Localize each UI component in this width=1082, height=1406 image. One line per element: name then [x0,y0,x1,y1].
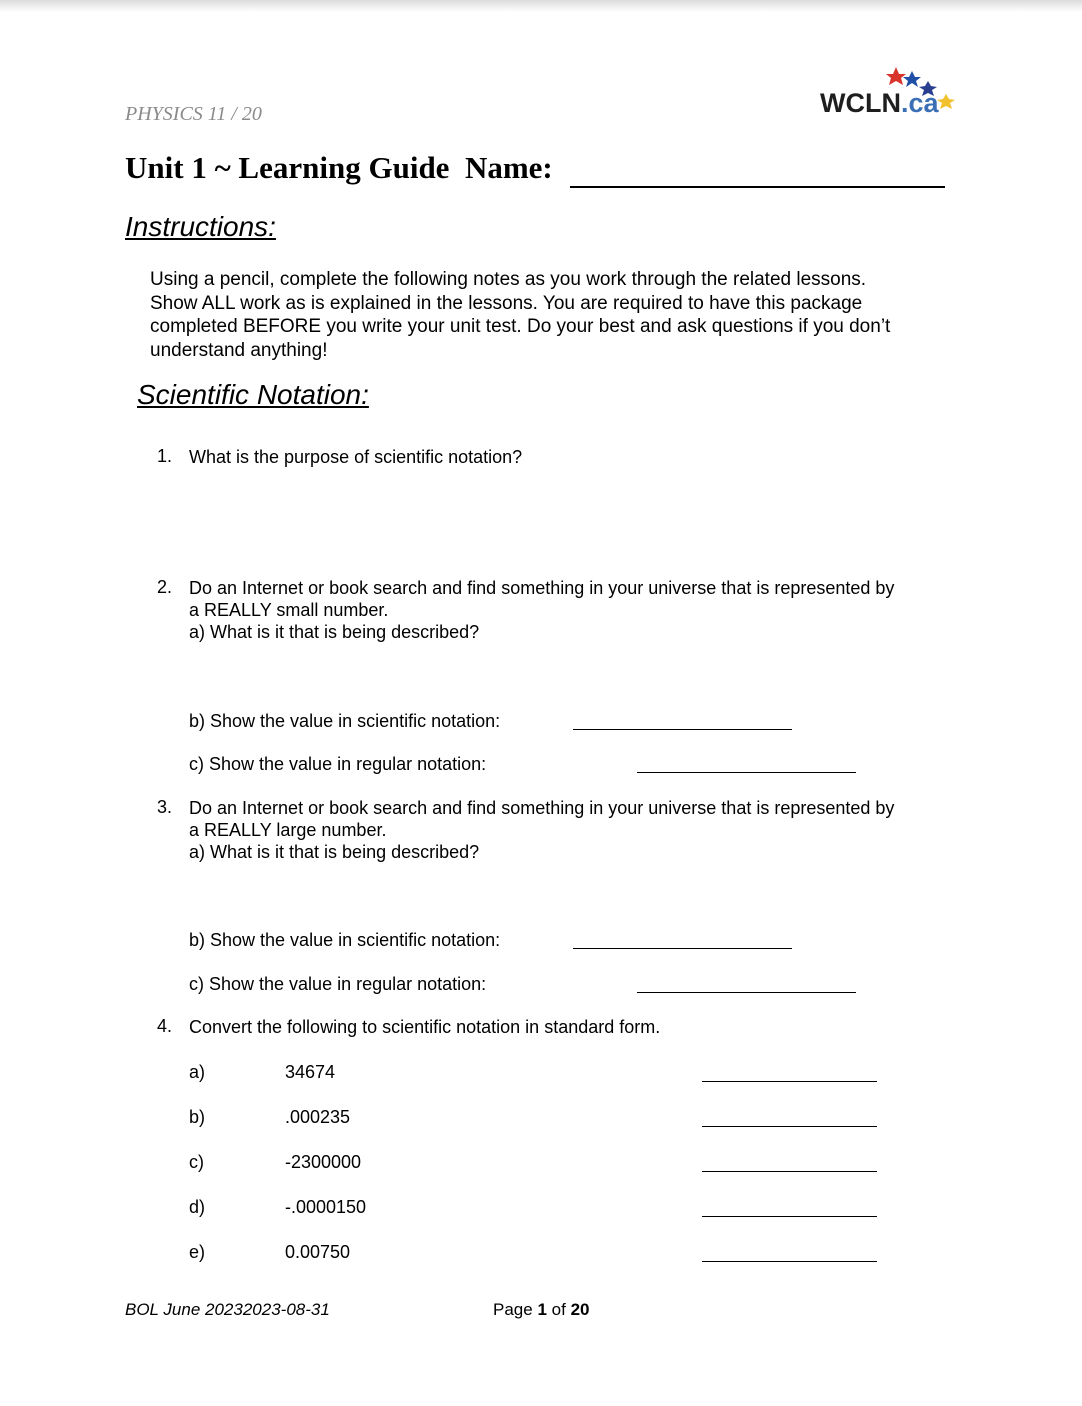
page-current: 1 [537,1300,547,1319]
page-total: 20 [570,1300,590,1319]
q4-text: Convert the following to scientific notation in standard form. [189,1017,661,1037]
page-top-shadow [0,0,1082,12]
q4-item-value: -2300000 [285,1152,362,1172]
q2-part-b: b) Show the value in scientific notation: [189,711,501,731]
q3-line: a REALLY large number. [189,820,387,840]
q3-text [189,797,989,863]
logo-ext-text: .ca [900,88,939,118]
q4-d-answer-line[interactable] [702,1216,877,1217]
scientific-notation-heading: Scientific Notation: [137,379,369,410]
instructions-heading: Instructions: [125,211,276,242]
q3-c-answer-line[interactable] [637,992,856,993]
q4-item-label: b) [189,1107,206,1127]
page-prefix: Page [493,1300,533,1319]
q2-part-a: a) What is it that is being described? [189,622,480,642]
q2-number: 2. [157,577,173,597]
q4-item-value: 34674 [285,1062,336,1082]
q4-a-answer-line[interactable] [702,1081,877,1082]
wcln-logo [818,62,963,122]
q4-item-label: d) [189,1197,206,1217]
course-label: PHYSICS 11 / 20 [125,103,262,125]
page-sep: of [551,1300,566,1319]
instructions-body [150,268,970,362]
q1-text: What is the purpose of scientific notation? [189,447,523,467]
name-blank-line [570,186,945,188]
q3-line: Do an Internet or book search and find something in your universe that is represented by [189,798,895,818]
q4-item-value: .000235 [285,1107,351,1127]
q3-part-c: c) Show the value in regular notation: [189,974,487,994]
q2-line: a REALLY small number. [189,600,389,620]
q3-number: 3. [157,797,173,817]
q3-part-b: b) Show the value in scientific notation: [189,930,501,950]
q2-c-answer-line[interactable] [637,772,856,773]
q4-c-answer-line[interactable] [702,1171,877,1172]
q4-item-label: e) [189,1242,206,1262]
q2-text [189,577,989,643]
logo-main-text: WCLN [820,88,901,118]
footer-date: BOL June 20232023-08-31 [125,1300,330,1319]
page-number [493,1300,589,1320]
q4-number: 4. [157,1016,173,1036]
instructions-line: Show ALL work as is explained in the lessons. You are required to have this package [150,292,863,314]
q3-part-a: a) What is it that is being described? [189,842,480,862]
q4-b-answer-line[interactable] [702,1126,877,1127]
q4-item-value: -.0000150 [285,1197,367,1217]
q2-b-answer-line[interactable] [573,729,792,730]
page-title: Unit 1 ~ Learning Guide Name: [125,150,553,185]
q2-part-c: c) Show the value in regular notation: [189,754,487,774]
q2-line: Do an Internet or book search and find something in your universe that is represented by [189,578,895,598]
q4-item-label: c) [189,1152,204,1172]
instructions-line: understand anything! [150,339,328,361]
q3-b-answer-line[interactable] [573,948,792,949]
instructions-line: completed BEFORE you write your unit test. Do your best and ask questions if you don’t [150,316,891,337]
logo-text [820,88,939,119]
q4-item-value: 0.00750 [285,1242,351,1262]
q4-e-answer-line[interactable] [702,1261,877,1262]
q1-number: 1. [157,446,173,466]
q4-item-label: a) [189,1062,206,1082]
instructions-line: Using a pencil, complete the following notes as you work through the related lessons. [150,269,867,290]
